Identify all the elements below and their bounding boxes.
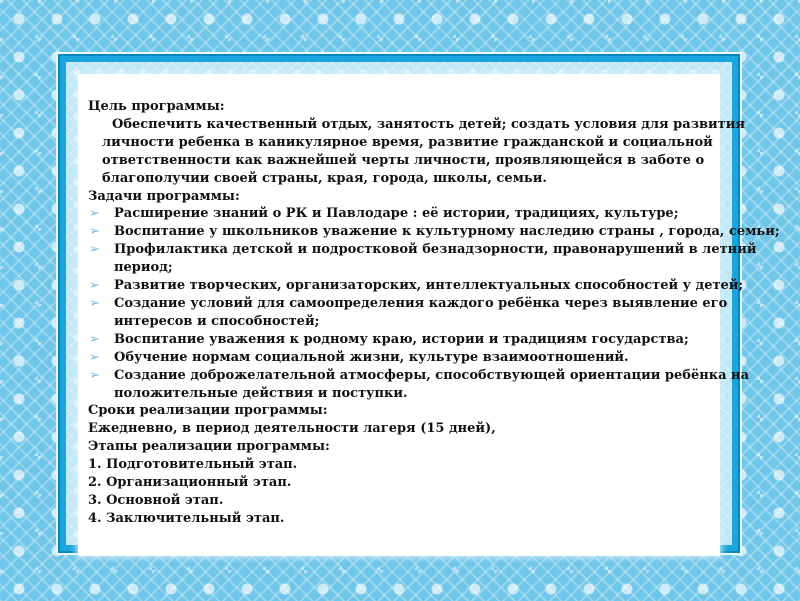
task-item — [88, 241, 757, 259]
task-item — [88, 205, 728, 223]
task-text: Обучение нормам социальной жизни, культуре взаимоотношений. — [114, 349, 629, 365]
task-text: Создание условий для самоопределения каждого ребёнка через выявление его — [114, 295, 728, 311]
tasks-heading: Задачи программы: — [88, 188, 240, 204]
stage-item: 2. Организационный этап. — [88, 475, 292, 491]
task-text: Развитие творческих, организаторских, интеллектуальных способностей у детей; — [114, 278, 744, 294]
task-item — [88, 331, 728, 349]
task-text: Профилактика детской и подростковой безнадзорности, правонарушений в летний — [114, 242, 757, 258]
task-item — [88, 367, 750, 385]
document-body — [88, 98, 780, 528]
task-text: Создание доброжелательной атмосферы, способствующей ориентации ребёнка на — [114, 367, 750, 383]
task-text-continued: интересов и способностей; — [114, 313, 320, 329]
arrowhead-bullet-icon: ➢ — [89, 242, 100, 258]
arrowhead-bullet-icon: ➢ — [89, 349, 100, 365]
arrowhead-bullet-icon: ➢ — [89, 278, 100, 294]
task-text-continued: положительные действия и поступки. — [114, 385, 408, 401]
stage-item: 1. Подготовительный этап. — [88, 457, 298, 473]
task-text: Воспитание у школьников уважение к культурному наследию страны , города, семьи; — [114, 224, 780, 240]
task-item — [88, 277, 744, 295]
goal-line: личности ребенка в каникулярное время, развитие гражданской и социальной — [102, 134, 713, 150]
task-text: Воспитание уважения к родному краю, истории и традициям государства; — [114, 331, 689, 347]
terms-heading: Сроки реализации программы: — [88, 403, 328, 419]
arrowhead-bullet-icon: ➢ — [89, 367, 100, 383]
task-text-continued: период; — [114, 260, 173, 276]
goal-heading: Цель программы: — [88, 99, 225, 114]
arrowhead-bullet-icon: ➢ — [89, 206, 100, 222]
goal-line: благополучии своей страны, края, города, школы, семьи. — [102, 170, 547, 186]
task-item — [88, 349, 728, 367]
task-item — [88, 295, 728, 313]
stage-item: 4. Заключительный этап. — [88, 510, 285, 526]
arrowhead-bullet-icon: ➢ — [89, 331, 100, 347]
arrowhead-bullet-icon: ➢ — [89, 295, 100, 311]
stages-heading: Этапы реализации программы: — [88, 439, 330, 455]
goal-line: Обеспечить качественный отдых, занятость детей; создать условия для развития — [112, 116, 745, 132]
goal-line: ответственности как важнейшей черты личности, проявляющейся в заботе о — [102, 152, 705, 168]
task-text: Расширение знаний о РК и Павлодаре : её истории, традициях, культуре; — [114, 206, 679, 222]
stage-item: 3. Основной этап. — [88, 492, 224, 508]
terms-text: Ежедневно, в период деятельности лагеря (15 дней), — [88, 421, 496, 437]
arrowhead-bullet-icon: ➢ — [89, 224, 100, 240]
task-item — [88, 223, 780, 241]
